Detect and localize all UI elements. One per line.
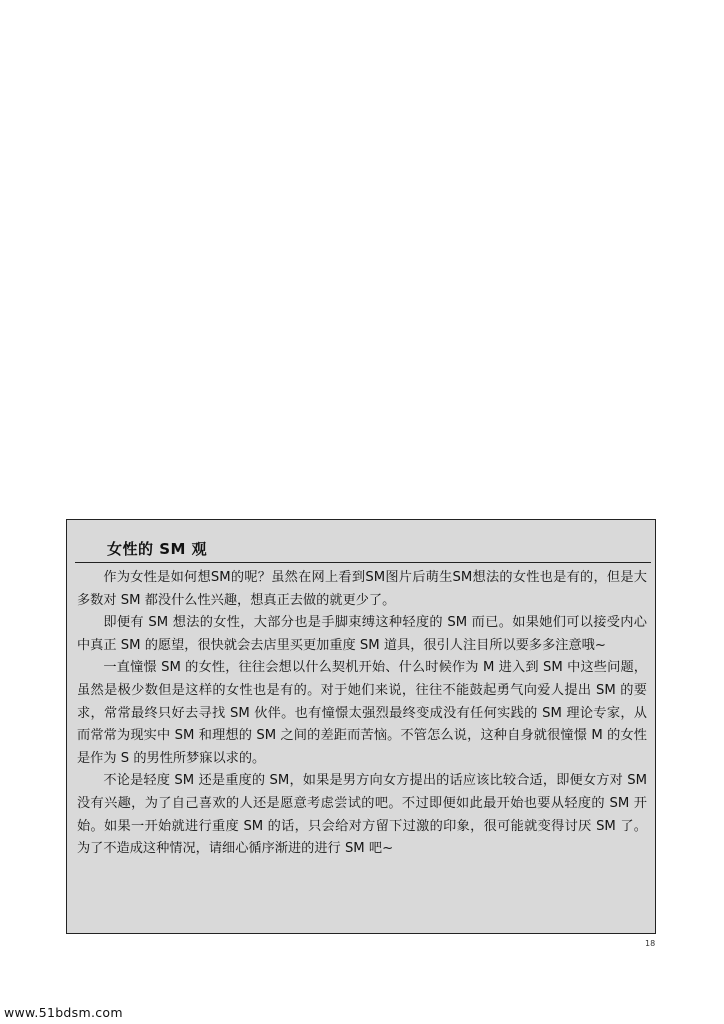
section-title: 女性的 SM 观 <box>107 540 208 558</box>
title-underline <box>75 562 651 563</box>
footer-website-link[interactable]: www.51bdsm.com <box>4 1005 123 1020</box>
article-body <box>77 567 647 861</box>
paragraph: 不论是轻度 SM 还是重度的 SM，如果是男方向女方提出的话应该比较合适，即便女方对 SM 没有兴趣，为了自己喜欢的人还是愿意考虑尝试的吧。不过即便如此最开始也要从轻度的 SM 开始。如果一开始就进行重度 SM 的话，只会给对方留下过激的印象，很可能就变得讨厌 SM 了。为了不造成这种情况，请细心循序渐进的进行 SM 吧~ <box>77 773 647 857</box>
paragraph: 一直憧憬 SM 的女性，往往会想以什么契机开始、什么时候作为 M 进入到 SM 中这些问题，虽然是极少数但是这样的女性也是有的。对于她们来说，往往不能鼓起勇气向爱人提出 SM 的要求，常常最终只好去寻找 SM 伙伴。也有憧憬太强烈最终变成没有任何实践的 SM 理论专家，从而常常为现实中 SM 和理想的 SM 之间的差距而苦恼。不管怎么说，这种自身就很憧憬 M 的女性是作为 S 的男性所梦寐以求的。 <box>77 660 647 766</box>
paragraph: 即便有 SM 想法的女性，大部分也是手脚束缚这种轻度的 SM 而已。如果她们可以接受内心中真正 SM 的愿望，很快就会去店里买更加重度 SM 道具，很引人注目所以要多多注意哦~ <box>77 615 647 653</box>
article-box <box>66 519 656 934</box>
paragraph: 作为女性是如何想SM的呢？虽然在网上看到SM图片后萌生SM想法的女性也是有的，但是大多数对 SM 都没什么性兴趣，想真正去做的就更少了。 <box>77 570 647 608</box>
page-number: 18 <box>645 939 656 948</box>
